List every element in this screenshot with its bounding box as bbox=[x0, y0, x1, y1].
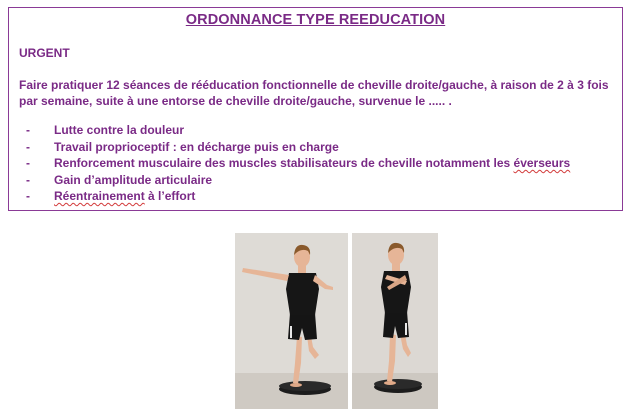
shorts-stripe bbox=[405, 323, 407, 335]
list-item-text bbox=[54, 155, 570, 171]
list-item-text bbox=[54, 188, 195, 204]
foot bbox=[290, 383, 302, 387]
document-title: ORDONNANCE TYPE REEDUCATION bbox=[185, 12, 446, 28]
balance-board-top bbox=[279, 381, 331, 391]
list-item-text: Travail proprioceptif : en décharge puis en charge bbox=[54, 139, 339, 154]
spellcheck-word: éverseurs bbox=[513, 156, 571, 170]
tshirt bbox=[381, 271, 411, 313]
list-item-text: Gain d’amplitude articulaire bbox=[54, 172, 213, 187]
list-dash: - bbox=[26, 172, 30, 187]
urgent-label: URGENT bbox=[19, 46, 70, 60]
list-dash: - bbox=[26, 123, 30, 137]
balance-board-top bbox=[374, 379, 422, 389]
balance-board-photo bbox=[235, 233, 438, 409]
foot bbox=[384, 381, 396, 385]
list-dash: - bbox=[26, 139, 30, 154]
list-dash: - bbox=[26, 189, 30, 203]
list-item-text-part: à l’effort bbox=[144, 189, 196, 203]
prescription-paragraph: Faire pratiquer 12 séances de rééducation fonctionnelle de cheville droite/gauche, à raison de 2 à 3 fois par semaine, suite à une entorse de cheville droite/gauche, survenue le ..... . bbox=[19, 78, 609, 108]
shorts-stripe bbox=[290, 326, 292, 338]
panel-divider bbox=[348, 233, 352, 409]
list-dash: - bbox=[26, 156, 30, 170]
photo-illustration bbox=[235, 233, 438, 409]
list-item-text-part: Renforcement musculaire des muscles stabilisateurs de cheville notamment les bbox=[54, 156, 514, 170]
spellcheck-word: Réentrainement bbox=[54, 189, 145, 203]
list-item-text: Lutte contre la douleur bbox=[54, 123, 185, 137]
